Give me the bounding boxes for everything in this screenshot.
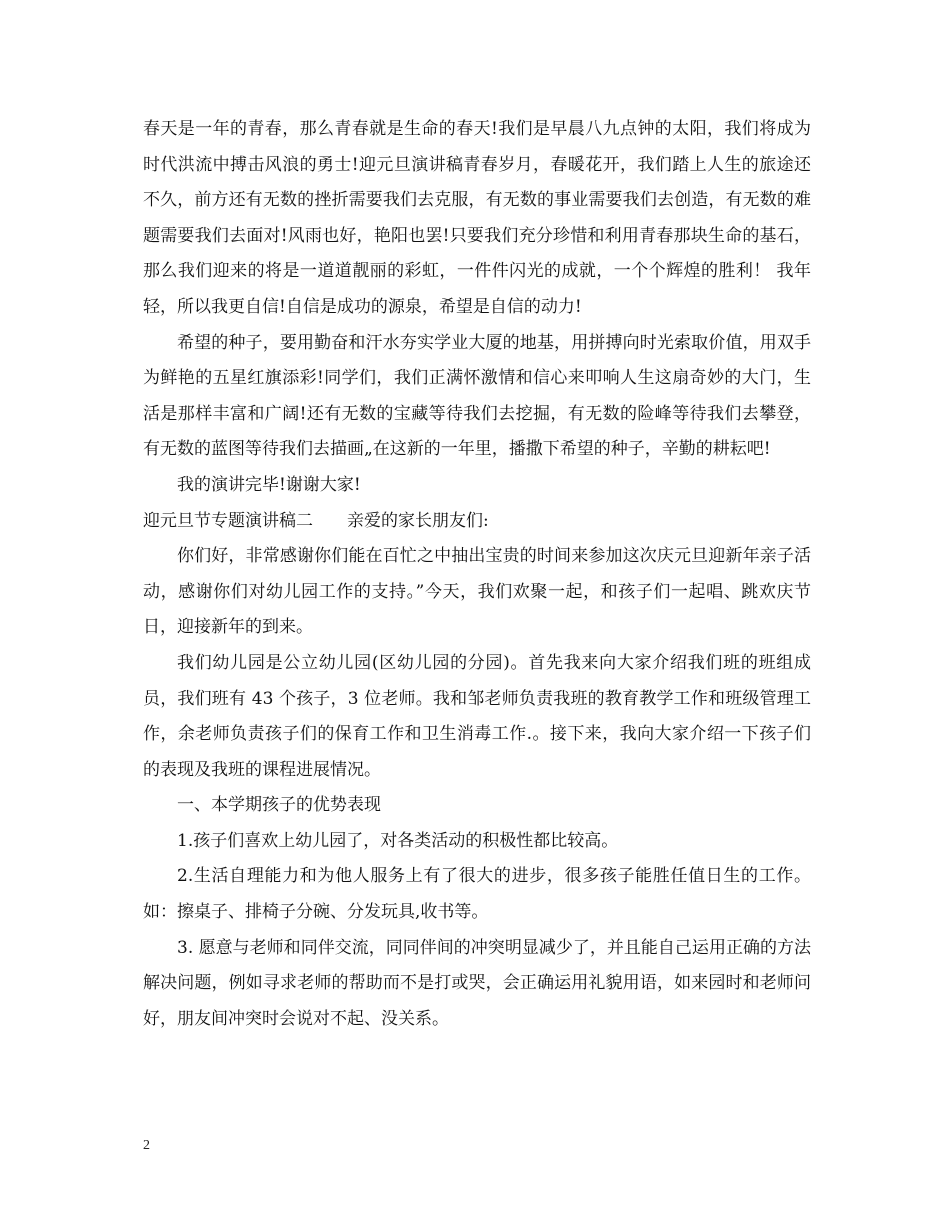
salutation: 亲爱的家长朋友们: — [347, 510, 489, 531]
paragraph-1: 春天是一年的青春，那么青春就是生命的春天!我们是早晨八九点钟的太阳，我们将成为时代洪流中搏击风浪的勇士!迎元旦演讲稿青春岁月，春暖花开，我们踏上人生的旅途还不久，前方还有无数的挫折需要我们去克服，有无数的事业需要我们去创造，有无数的难题需要我们去面对!风雨也好，艳阳也罢!只要我们充分珍惜和利用青春那块生命的基石，那么我们迎来的将是一道道靓丽的彩虹，一件件闪光的成就，一个个辉煌的胜利！ 我年轻，所以我更自信!自信是成功的源泉，希望是自信的动力! — [143, 119, 811, 317]
document-body — [143, 112, 811, 1037]
section-heading-line — [143, 504, 811, 540]
paragraph-2: 希望的种子，要用勤奋和汗水夯实学业大厦的地基，用拼搏向时光索取价值，用双手为鲜艳的五星红旗添彩!同学们，我们正满怀激情和信心来叩响人生这扇奇妙的大门，生活是那样丰富和广阔!还有无数的宝藏等待我们去挖掘，有无数的险峰等待我们去攀登，有无数的蓝图等待我们去描画„在这新的一年里，播撒下希望的种子，辛勤的耕耘吧! — [143, 332, 811, 460]
list-heading: 一、本学期孩子的优势表现 — [177, 795, 381, 816]
paragraph-3: 我的演讲完毕!谢谢大家! — [177, 474, 361, 495]
paragraph-4: 你们好，非常感谢你们能在百忙之中抽出宝贵的时间来参加这次庆元旦迎新年亲子活动，感谢你们对幼儿园工作的支持。”今天，我们欢聚一起，和孩子们一起唱、跳欢庆节日，迎接新年的到来。 — [143, 546, 811, 638]
list-item-1: 1.孩子们喜欢上幼儿园了，对各类活动的积极性都比较高。 — [177, 830, 619, 851]
list-item-3: 3. 愿意与老师和同伴交流，同同伴间的冲突明显减少了，并且能自己运用正确的方法解决问题，例如寻求老师的帮助而不是打或哭，会正确运用礼貌用语，如来园时和老师问好，朋友间冲突时会说对不起、没关系。 — [143, 937, 811, 1029]
section-title: 迎元旦节专题演讲稿二 — [143, 510, 313, 531]
list-item-2: 2.生活自理能力和为他人服务上有了很大的进步，很多孩子能胜任值日生的工作。如：擦桌子、排椅子分碗、分发玩具,收书等。 — [143, 866, 811, 923]
page-number: 2 — [143, 1138, 150, 1153]
paragraph-5: 我们幼儿园是公立幼儿园(区幼儿园的分园)。首先我来向大家介绍我们班的班组成员，我们班有 43 个孩子，3 位老师。我和邹老师负责我班的教育教学工作和班级管理工作，余老师负责孩子们的保育工作和卫生消毒工作.。接下来，我向大家介绍一下孩子们的表现及我班的课程进展情况。 — [143, 652, 811, 780]
